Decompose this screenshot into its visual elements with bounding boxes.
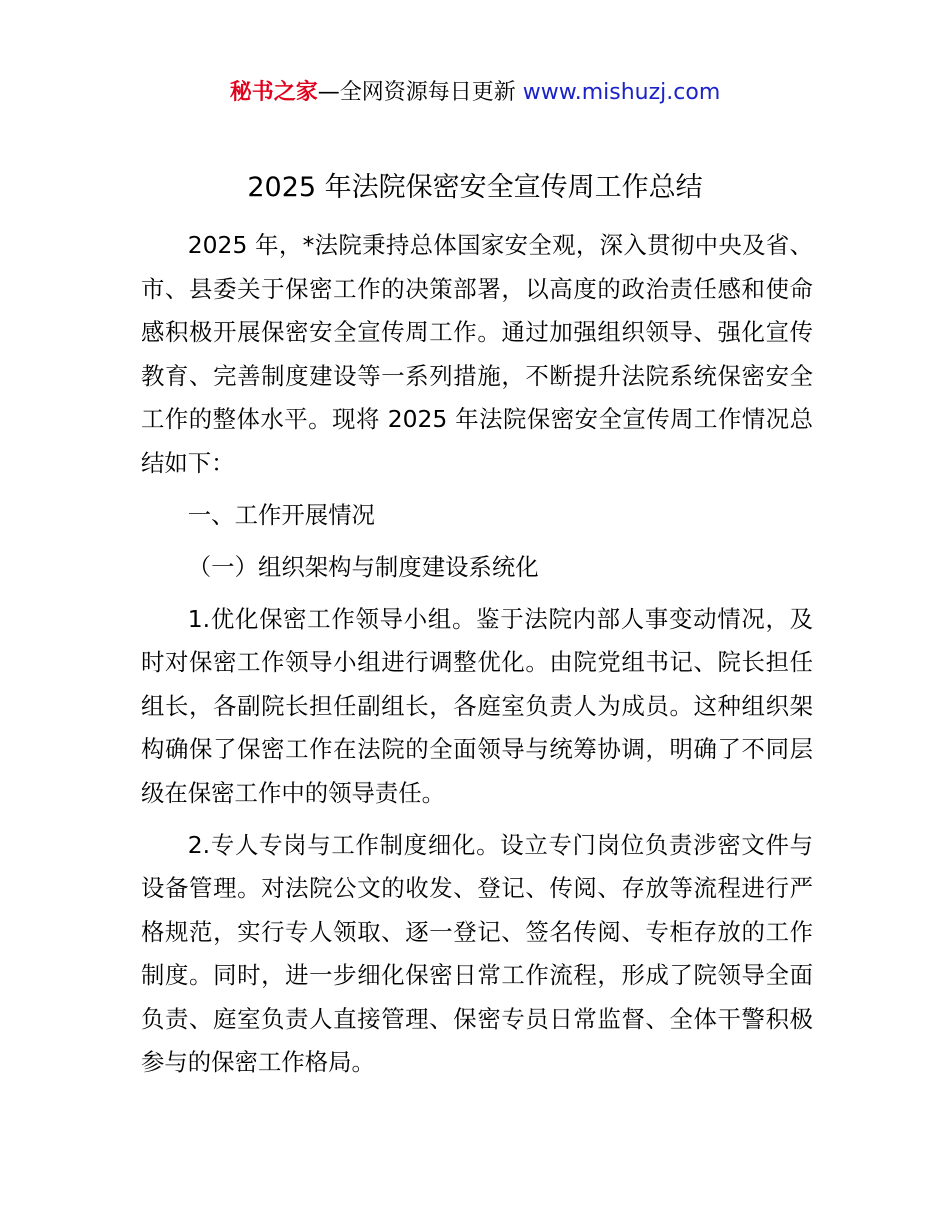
header-slogan: —全网资源每日更新 (317, 80, 516, 105)
document-title: 2025 年法院保密安全宣传周工作总结 (247, 172, 703, 203)
intro-paragraph: 2025 年，*法院秉持总体国家安全观，深入贯彻中央及省、市、县委关于保密工作的决策部署，以高度的政治责任感和使命感积极开展保密安全宣传周工作。通过加强组织领导、强化宣传教育、完善制度建设等一系列措施，不断提升法院系统保密安全工作的整体水平。现将 2025 年法院保密安全宣传周工作情况总结如下： (141, 231, 813, 477)
section-heading: 一、工作开展情况 (187, 500, 375, 529)
item-paragraph-1: 1.优化保密工作领导小组。鉴于法院内部人事变动情况，及时对保密工作领导小组进行调整优化。由院党组书记、院长担任组长，各副院长担任副组长，各庭室负责人为成员。这种组织架构确保了保密工作在法院的全面领导与统筹协调，明确了不同层级在保密工作中的领导责任。 (141, 604, 813, 807)
subsection-heading: （一）组织架构与制度建设系统化 (187, 552, 539, 581)
item-paragraph-2: 2.专人专岗与工作制度细化。设立专门岗位负责涉密文件与设备管理。对法院公文的收发、登记、传阅、存放等流程进行严格规范，实行专人领取、逐一登记、签名传阅、专柜存放的工作制度。同时，进一步细化保密日常工作流程，形成了院领导全面负责、庭室负责人直接管理、保密专员日常监督、全体干警积极参与的保密工作格局。 (141, 830, 813, 1076)
header-site-link[interactable]: www.mishuzj.com (522, 80, 721, 105)
site-header (0, 76, 950, 110)
document-body (141, 224, 813, 1093)
header-brand: 秘书之家 (229, 80, 318, 105)
